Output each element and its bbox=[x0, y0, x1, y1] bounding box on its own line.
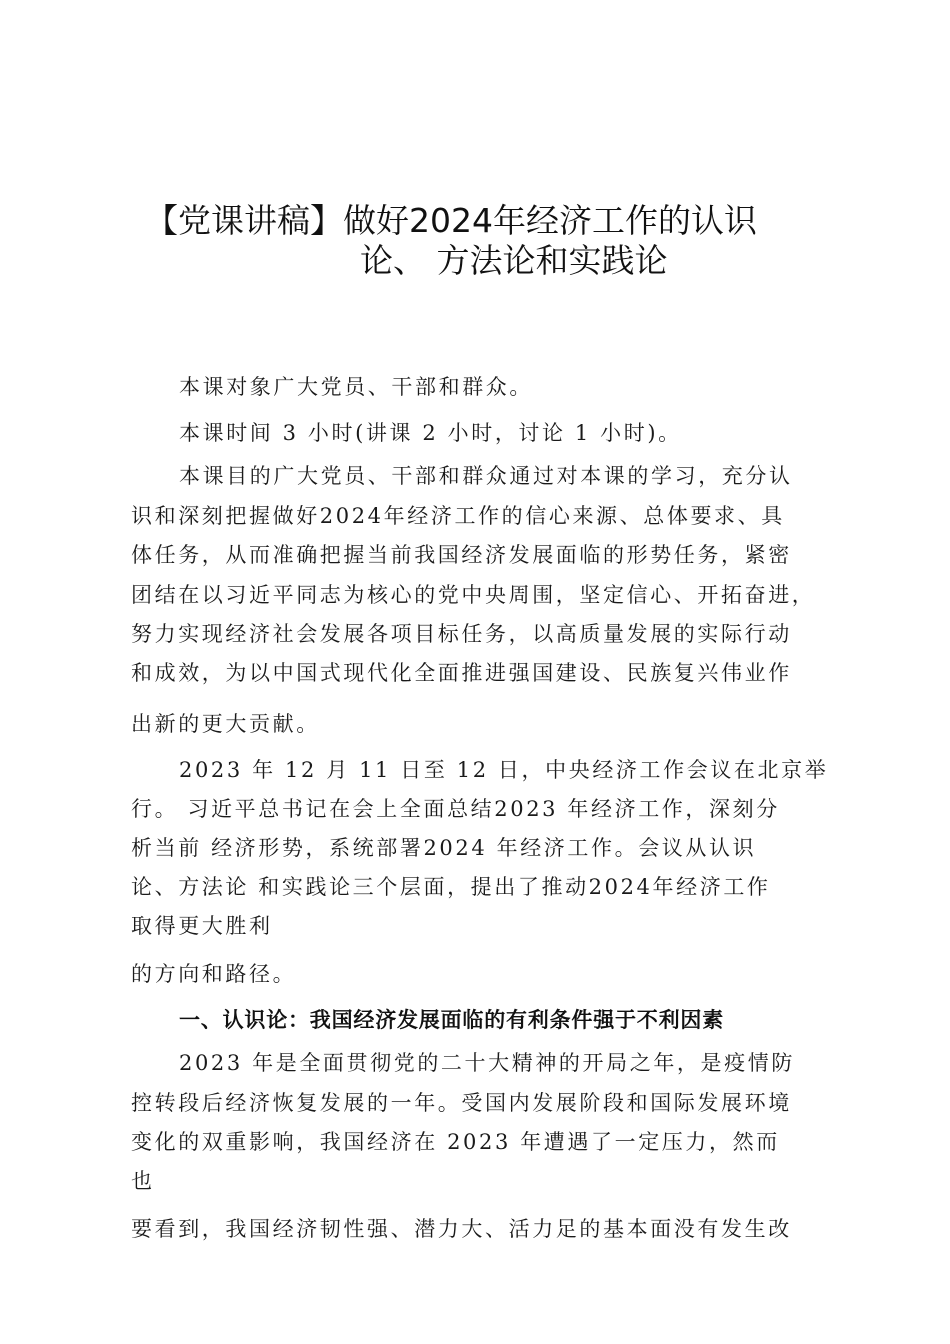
paragraph-line: 出新的更大贡献。 bbox=[131, 712, 320, 736]
paragraph-line: 体任务，从而准确把握当前我国经济发展面临的形势任务，紧密 bbox=[131, 543, 792, 567]
paragraph-line: 2023 年 12 月 11 日至 12 日，中央经济工作会议在北京举 bbox=[179, 758, 829, 782]
paragraph-line: 析当前 经济形势，系统部署2024 年经济工作。会议从认识 bbox=[131, 836, 757, 860]
title-text-1: 【党课讲稿】做好2024年经济工作的认识 bbox=[145, 201, 757, 240]
paragraph-line: 本课目的广大党员、干部和群众通过对本课的学习，充分认 bbox=[179, 464, 793, 488]
paragraph-line: 的方向和路径。 bbox=[131, 962, 297, 986]
paragraph-line: 变化的双重影响，我国经济在 2023 年遭遇了一定压力，然而 bbox=[131, 1130, 780, 1154]
paragraph-line: 努力实现经济社会发展各项目标任务，以高质量发展的实际行动 bbox=[131, 622, 792, 646]
paragraph-line: 团结在以习近平同志为核心的党中央周围，坚定信心、开拓奋进， bbox=[131, 583, 816, 607]
paragraph-line: 本课时间 3 小时(讲课 2 小时，讨论 1 小时)。 bbox=[179, 421, 682, 445]
paragraph-line: 和成效，为以中国式现代化全面推进强国建设、民族复兴伟业作 bbox=[131, 661, 792, 685]
paragraph-line: 行。 习近平总书记在会上全面总结2023 年经济工作，深刻分 bbox=[131, 797, 780, 821]
section-heading: 一、认识论：我国经济发展面临的有利条件强于不利因素 bbox=[179, 1008, 724, 1032]
paragraph-line: 控转段后经济恢复发展的一年。受国内发展阶段和国际发展环境 bbox=[131, 1091, 792, 1115]
paragraph-line: 本课对象广大党员、干部和群众。 bbox=[179, 375, 533, 399]
paragraph-line: 要看到，我国经济韧性强、潜力大、活力足的基本面没有发生改 bbox=[131, 1217, 792, 1241]
paragraph-line: 2023 年是全面贯彻党的二十大精神的开局之年，是疫情防 bbox=[179, 1051, 795, 1075]
paragraph-line: 识和深刻把握做好2024年经济工作的信心来源、总体要求、具 bbox=[131, 504, 785, 528]
paragraph-line: 也 bbox=[131, 1169, 155, 1193]
title-text-2: 论、 方法论和实践论 bbox=[360, 241, 668, 280]
paragraph-line: 取得更大胜利 bbox=[131, 914, 273, 938]
paragraph-line: 论、方法论 和实践论三个层面，提出了推动2024年经济工作 bbox=[131, 875, 771, 899]
